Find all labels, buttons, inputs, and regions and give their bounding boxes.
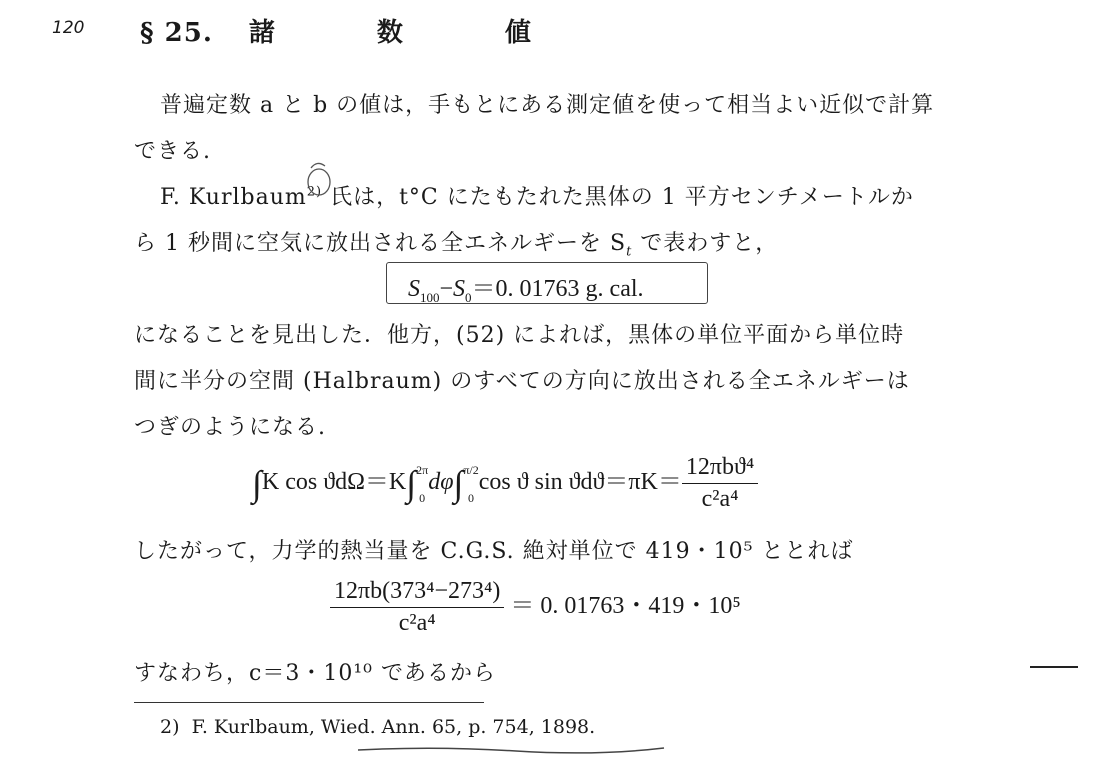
- paragraph-3-line-3: つぎのようになる.: [134, 415, 326, 440]
- paragraph-3-line-2: 間に半分の空間 (Halbraum) のすべての方向に放出される全エネルギーは: [134, 369, 910, 394]
- footnote-rule: [134, 702, 484, 703]
- section-heading: [140, 12, 569, 49]
- page-number: 120: [52, 18, 85, 38]
- equation-boxed: [408, 268, 644, 306]
- kurlbaum-fraction: [330, 578, 504, 637]
- footnote-text: F. Kurlbaum, Wied. Ann. 65, p. 754, 1898.: [191, 716, 596, 738]
- integral-rhs: cos ϑ sin ϑdϑ＝πK＝: [478, 469, 682, 496]
- footnote: [160, 716, 595, 738]
- integral-dphi: dφ: [428, 469, 454, 496]
- kurlbaum-rhs: ＝ 0. 01763・419・10⁵: [510, 593, 741, 620]
- footnote-ref: 2): [306, 184, 323, 200]
- fraction-denominator: c²a⁴: [701, 486, 739, 512]
- integral-lhs: K cos ϑdΩ＝K: [261, 469, 407, 496]
- section-title: 諸 数 値: [248, 18, 569, 48]
- eq-rhs: ＝0. 01763 g. cal.: [471, 276, 644, 302]
- eq-minus: −: [439, 276, 454, 302]
- paragraph-2-line-1-rest: 氏は，t°C にたもたれた黒体の 1 平方センチメートルか: [330, 185, 914, 210]
- lower-limit-1: 0: [419, 490, 426, 505]
- paragraph-1-line-2: できる.: [134, 139, 211, 164]
- pen-circle-mark: [305, 160, 333, 198]
- limits-2: [463, 463, 478, 505]
- paragraph-2-line-2-end: で表わすと，: [640, 231, 779, 256]
- footnote-marker: 2): [160, 716, 180, 738]
- paragraph-2-line-2: [134, 226, 778, 259]
- integral-sign-2: ∫: [406, 463, 417, 504]
- kurlbaum-numerator: 12πb(373⁴−273⁴): [330, 578, 504, 608]
- lower-limit-2: 0: [468, 490, 475, 505]
- integral-sign-1: ∫: [252, 463, 262, 504]
- paragraph-1-line-1: 普遍定数 a と b の値は，手もとにある測定値を使って相当よい近似で計算: [160, 93, 935, 118]
- fraction-numerator: 12πbϑ⁴: [682, 454, 758, 484]
- integral-sign-3: ∫: [453, 463, 464, 504]
- eq-sub-100: 100: [420, 289, 440, 305]
- paragraph-2-line-2-text: ら 1 秒間に空気に放出される全エネルギーを S: [134, 231, 627, 256]
- paragraph-5-line-1: すなわち，c＝3・10¹⁰ であるから: [134, 661, 496, 686]
- section-number: § 25.: [140, 18, 213, 48]
- margin-dash: [1030, 666, 1078, 668]
- upper-limit-2: π/2: [463, 462, 479, 477]
- author-name: F. Kurlbaum: [160, 185, 307, 210]
- eq-S: S: [408, 276, 420, 302]
- subscript-t: t: [626, 244, 633, 260]
- equation-kurlbaum: [330, 578, 741, 637]
- paragraph-4-line-1: したがって，力学的熱当量を C.G.S. 絶対単位で 419・10⁵ ととれば: [134, 539, 854, 564]
- kurlbaum-denominator: c²a⁴: [398, 610, 436, 636]
- eq-S2: S: [453, 276, 466, 302]
- pen-underline-mark: [356, 742, 666, 756]
- limits-1: [416, 463, 428, 505]
- paragraph-2-line-1: [160, 180, 914, 211]
- paragraph-3-line-1: になることを見出した．他方，(52) によれば，黒体の単位平面から単位時: [134, 323, 905, 348]
- upper-limit-1: 2π: [416, 462, 429, 477]
- eq-sub-0: 0: [465, 289, 472, 305]
- equation-integral: [252, 454, 758, 513]
- integral-fraction: [682, 454, 758, 513]
